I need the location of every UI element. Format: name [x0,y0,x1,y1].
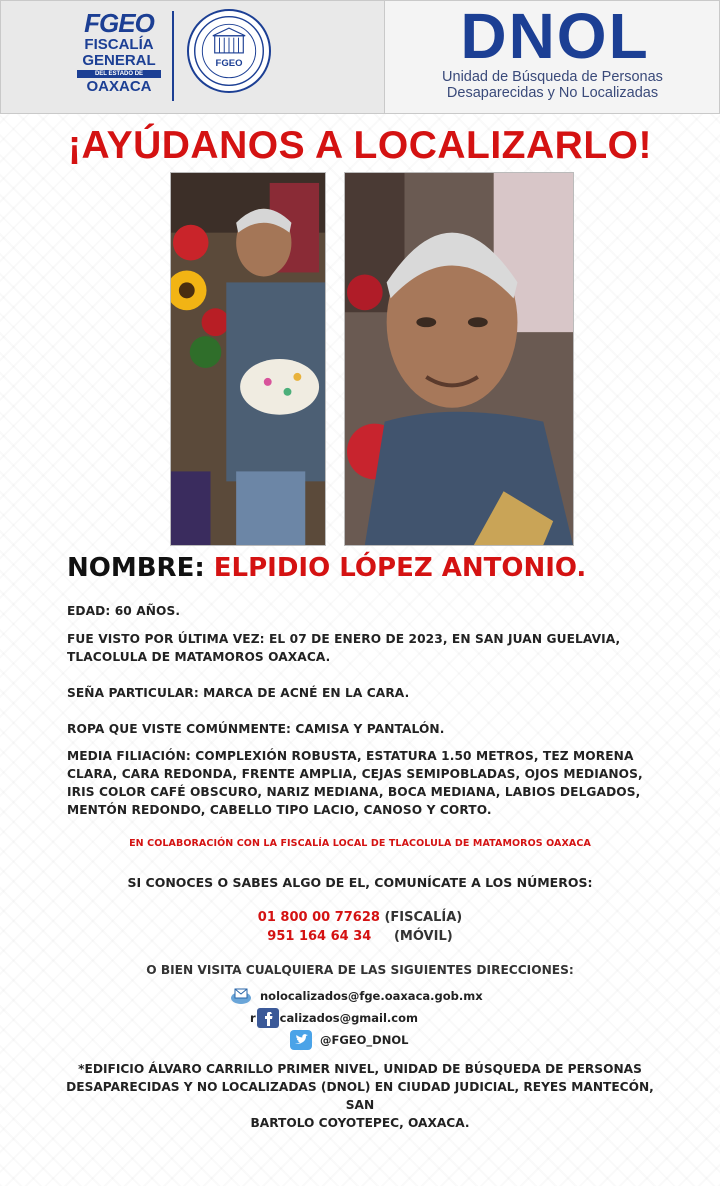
age-text: EDAD: 60 AÑOS. [67,604,181,618]
description-line-3: IRIS COLOR CAFÉ OBSCURO, NARIZ MEDIANA, BOCA MEDIANA, LABIOS DELGADOS, [67,785,641,799]
dnol-subtitle-line-2: Desaparecidas y No Localizadas [446,85,659,101]
header-divider [172,11,174,101]
email-address[interactable]: nolocalizados@fge.oaxaca.gob.mx [260,989,483,1003]
person-photo-full-body [170,172,326,546]
fgeo-logo-panel [0,0,385,114]
twitter-handle[interactable]: @FGEO_DNOL [320,1033,409,1047]
last-seen-line-2: TLACOLULA DE MATAMOROS OAXACA. [67,650,331,664]
dnol-subtitle [415,69,690,101]
twitter-icon [290,1030,312,1050]
phone-fiscalia-tag: (FISCALÍA) [379,910,463,925]
dnol-title: DNOL [460,0,650,72]
description-line-4: MENTÓN REDONDO, CABELLO TIPO LACIO, CANOSO Y CORTO. [67,803,492,817]
name-label: NOMBRE: [67,553,205,583]
phone-movil[interactable]: 951 164 64 34 [267,929,372,944]
person-photo-closeup [344,172,574,546]
fgeo-logo [73,9,165,95]
fiscalia-seal-icon [187,9,271,93]
facebook-prefix: r [250,1011,256,1025]
phone-movil-tag: (MÓVIL) [371,929,453,944]
phone-movil-row [0,928,720,946]
phone-fiscalia[interactable]: 01 800 00 77628 [257,910,380,925]
person-name-line [67,552,707,584]
collaboration-note: EN COLABORACIÓN CON LA FISCALÍA LOCAL DE TLACOLULA DE MATAMOROS OAXACA [129,838,591,849]
seal-text: FGEO [215,58,243,70]
description-line-1: MEDIA FILIACIÓN: COMPLEXIÓN ROBUSTA, ESTATURA 1.50 METROS, TEZ MORENA [67,749,634,763]
facebook-icon [257,1008,279,1028]
description-line-2: CLARA, CARA REDONDA, FRENTE AMPLIA, CEJAS SEMIPOBLADAS, OJOS MEDIANOS, [67,767,643,781]
physical-description [67,747,667,819]
address-line-1: *EDIFICIO ÁLVARO CARRILLO PRIMER NIVEL, UNIDAD DE BÚSQUEDA DE PERSONAS [78,1062,642,1076]
address-line-2: DESAPARECIDAS Y NO LOCALIZADAS (DNOL) EN CIUDAD JUDICIAL, REYES MANTECÓN, SAN [66,1080,654,1112]
email-row [230,985,483,1007]
address-line-3: BARTOLO COYOTEPEC, OAXACA. [250,1116,470,1130]
facebook-account[interactable]: calizados@gmail.com [279,1011,418,1025]
visit-lead: O BIEN VISITA CUALQUIERA DE LAS SIGUIENTES DIRECCIONES: [146,963,574,977]
twitter-row [290,1029,408,1051]
office-address [60,1060,660,1132]
clothing-text: ROPA QUE VISTE COMÚNMENTE: CAMISA Y PANTALÓN. [67,722,445,736]
phone-fiscalia-row [0,909,720,927]
person-name: ELPIDIO LÓPEZ ANTONIO. [213,553,587,583]
fgeo-line-general: GENERAL [82,52,156,69]
fgeo-mark: FGEO [84,8,154,38]
fgeo-line-oaxaca: OAXACA [86,78,152,95]
facebook-row [250,1007,418,1029]
dnol-subtitle-line-1: Unidad de Búsqueda de Personas [442,69,663,85]
last-seen-text [67,630,667,666]
header-banner [0,0,720,114]
headline: ¡AYÚDANOS A LOCALIZARLO! [68,124,652,167]
particular-mark-text: SEÑA PARTICULAR: MARCA DE ACNÉ EN LA CARA. [67,686,410,700]
email-icon [230,986,252,1006]
fgeo-line-estado: DEL ESTADO DE [77,70,161,78]
fgeo-line-fiscalia: FISCALÍA [84,36,154,53]
dnol-logo-panel [385,0,720,114]
last-seen-line-1: FUE VISTO POR ÚLTIMA VEZ: EL 07 DE ENERO DE 2023, EN SAN JUAN GUELAVIA, [67,632,621,646]
contact-lead: SI CONOCES O SABES ALGO DE EL, COMUNÍCATE A LOS NÚMEROS: [127,875,593,890]
